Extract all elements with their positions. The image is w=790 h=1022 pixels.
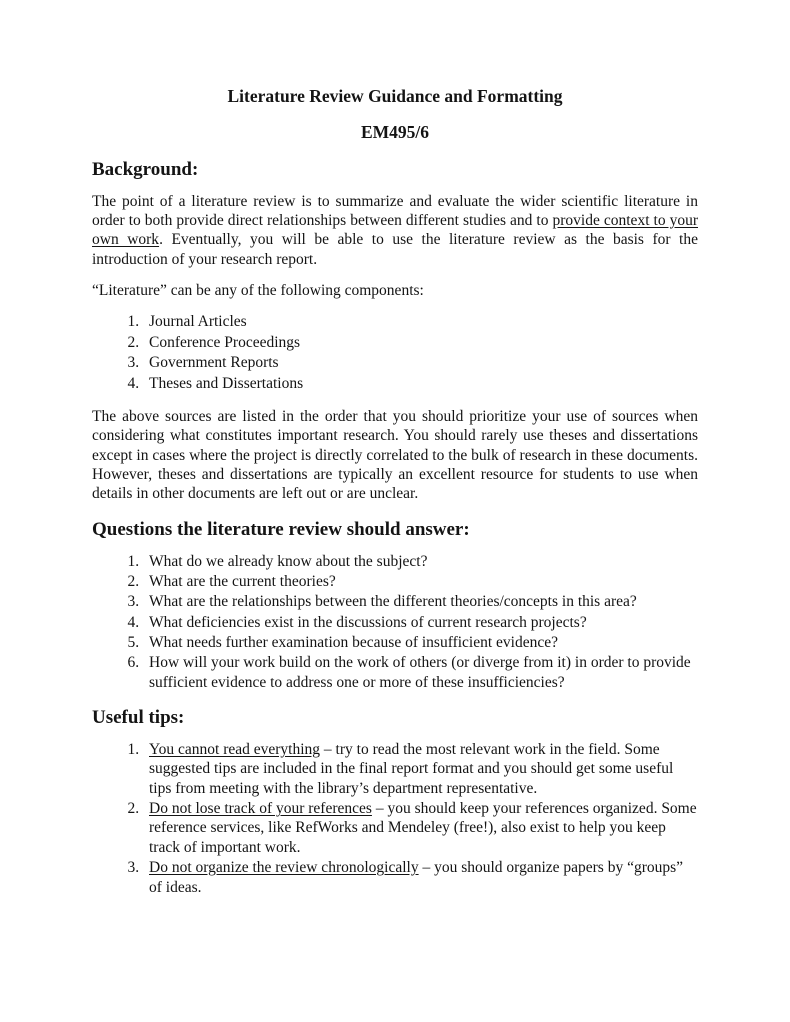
list-item: 3. What are the relationships between the different theories/concepts in this area? [143,592,698,611]
tip-text: – you should organize papers by “groups” of ideas. [149,859,684,896]
background-intro-text-cont: . Eventually, you will be able to use the literature review as the basis for the introduction of your research report. [92,231,698,268]
components-intro: “Literature” can be any of the following components: [92,282,424,299]
tips-list [92,740,698,897]
list-item [143,740,698,798]
underlined-tip-lead: Do not organize the review chronologically [149,859,419,877]
background-intro-paragraph [92,192,698,270]
background-intro-text: The point of a literature review is to summarize and evaluate the wider scientific literature in order to both provide direct relationships between different studies and to [92,192,698,229]
questions-list [92,552,698,693]
tip-text: – try to read the most relevant work in the field. Some suggested tips are included in the final report format and you should get some useful tips from meeting with the library’s department representative. [149,740,674,797]
list-item [143,799,698,857]
section-heading-tips: Useful tips: [92,707,185,729]
document-title: Literature Review Guidance and Formatting [227,86,563,106]
section-heading-questions: Questions the literature review should answer: [92,518,470,540]
section-heading-background: Background: [92,158,199,180]
list-item: 1. What do we already know about the subject? [143,552,698,571]
priority-paragraph: The above sources are listed in the order that you should prioritize your use of sources when considering what constitutes important research. You should rarely use theses and dissertations except in cases where the project is directly correlated to the bulk of research in these documents. However, theses and dissertations are typically an excellent resource for students to use when details in other documents are left out or are unclear. [92,407,698,503]
underlined-tip-lead: You cannot read everything [149,740,321,758]
literature-components-list [92,312,698,393]
list-item: 3. Government Reports [143,353,698,372]
list-item: 2. Conference Proceedings [143,333,698,352]
list-item [143,858,698,897]
underlined-phrase-context: provide context to your own work [92,211,698,249]
tip-text: – you should keep your references organized. Some reference services, like RefWorks and Mendeley (free!), also exist to help you keep track of important work. [149,800,697,856]
list-item: 1. Journal Articles [143,312,698,331]
list-item: 4. Theses and Dissertations [143,374,698,393]
list-item: 4. What deficiencies exist in the discussions of current research projects? [143,613,698,632]
list-item: 5. What needs further examination because of insufficient evidence? [143,633,698,652]
list-item: 6. How will your work build on the work of others (or diverge from it) in order to provide sufficient evidence to address one or more of these insufficiencies? [143,653,698,692]
list-item: 2. What are the current theories? [143,572,698,591]
course-code: EM495/6 [360,121,430,142]
underlined-tip-lead: Do not lose track of your references [149,800,372,817]
